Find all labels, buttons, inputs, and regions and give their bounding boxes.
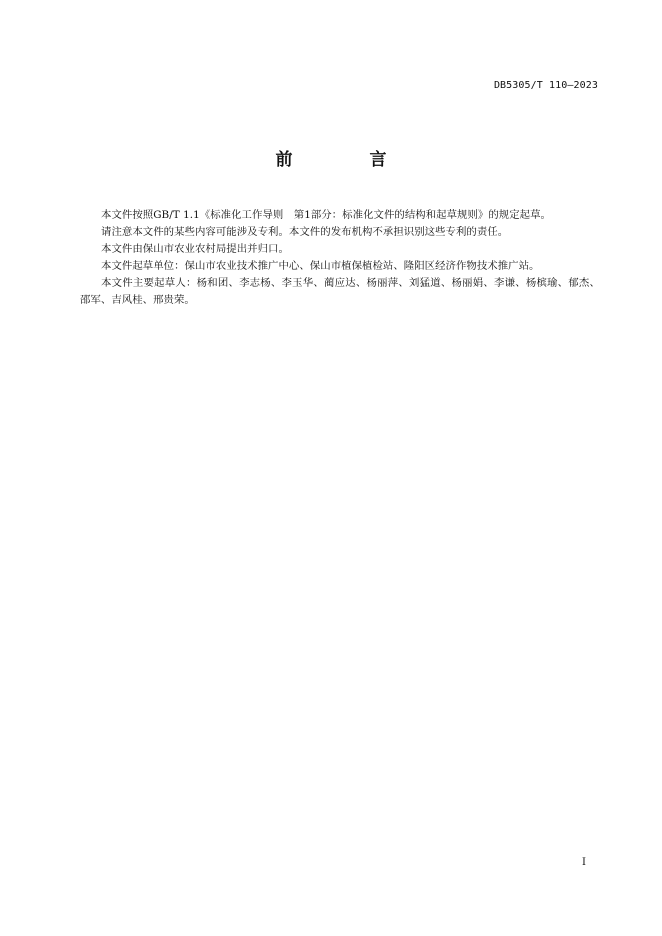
- paragraph-drafters: 本文件主要起草人：杨和团、李志杨、李玉华、蔺应达、杨丽萍、刘猛道、杨丽娟、李谦、杨槟瑜、郁杰、邵军、吉风桂、邢贵荣。: [80, 277, 600, 306]
- paragraph-drafting-rules: 本文件按照GB/T 1.1《标准化工作导则 第1部分：标准化文件的结构和起草规则》的规定起草。: [101, 209, 551, 221]
- paragraph-drafting-units: 本文件起草单位：保山市农业技术推广中心、保山市植保植检站、隆阳区经济作物技术推广站。: [101, 260, 540, 272]
- document-code: DB5305/T 110—2023: [493, 80, 598, 91]
- paragraph-patent-notice: 请注意本文件的某些内容可能涉及专利。本文件的发布机构不承担识别这些专利的责任。: [101, 226, 509, 238]
- paragraph-proposer: 本文件由保山市农业农村局提出并归口。: [101, 243, 289, 255]
- page-title: 前 言: [275, 150, 417, 170]
- page-number: I: [582, 857, 586, 868]
- foreword-body: [80, 207, 600, 309]
